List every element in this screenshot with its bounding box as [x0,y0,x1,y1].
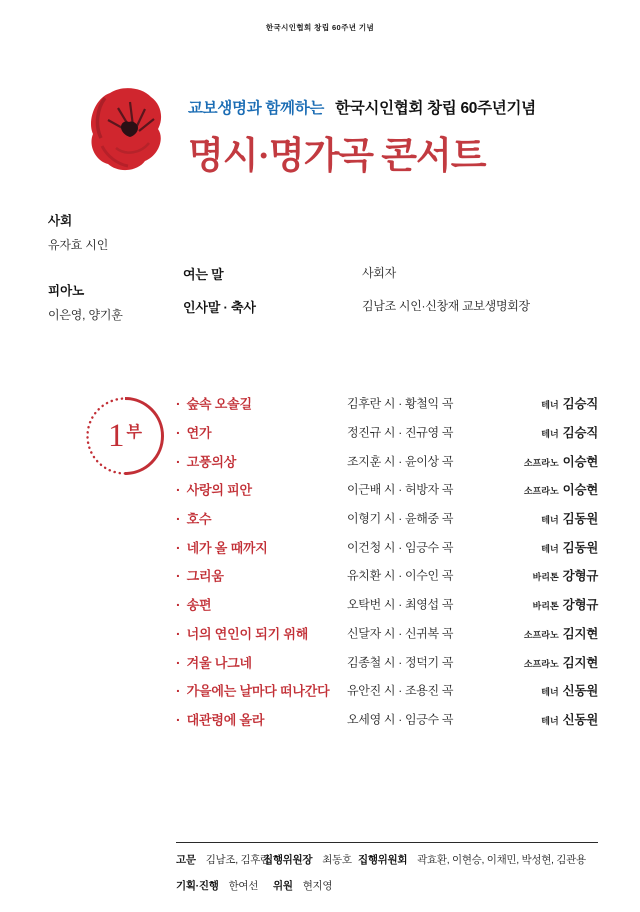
footer-row-1 [176,852,598,867]
song-row [0,389,640,418]
performer-name: 신동원 [562,712,598,727]
voice-type: 소프라노 [523,658,559,669]
song-title: 대관령에 올라 [186,712,265,728]
song-poet-composer: 신달자 시 · 신귀복 곡 [347,626,454,641]
host-name: 유자효 시인 [48,238,109,252]
song-row [0,676,640,705]
performer-name: 이승현 [562,454,598,469]
voice-type: 소프라노 [523,629,559,640]
song-poet-composer: 이건청 시 · 임긍수 곡 [347,540,454,555]
voice-type: 테너 [541,543,559,554]
song-title: 호수 [186,511,212,527]
voice-type: 소프라노 [523,486,559,497]
opening-value: 사회자 [362,266,396,280]
song-title: 사랑의 피안 [186,482,252,498]
song-row [0,561,640,590]
song-poet-composer: 이형기 시 · 윤해중 곡 [347,511,454,526]
song-poet-composer: 김후란 시 · 황철익 곡 [347,396,454,411]
host-role-label: 사회 [48,214,73,228]
voice-type: 테너 [541,400,559,411]
voice-type: 바리톤 [532,601,559,612]
bullet-icon: · [176,453,181,470]
bullet-icon: · [176,654,181,671]
footer-credits [176,842,598,893]
footer-label: 고문 [176,854,196,866]
song-title: 가을에는 날마다 떠나간다 [186,683,330,699]
song-row [0,504,640,533]
performer-name: 김동원 [562,540,598,555]
host-credit [48,211,178,253]
song-row [0,418,640,447]
performer-name: 이승현 [562,483,598,498]
footer-pair [273,878,332,893]
performer-name: 김지현 [562,626,598,641]
header-block [188,96,536,179]
footer-pair [263,852,358,867]
song-poet-composer: 유안진 시 · 조용진 곡 [347,683,454,698]
sponsor-text: 교보생명과 함께하는 [188,100,325,117]
anniversary-text: 한국시인협회 창립 60주년기념 [335,100,536,117]
voice-type: 소프라노 [523,457,559,468]
footer-value: 최동호 [322,854,352,866]
song-row [0,647,640,676]
bullet-icon: · [176,510,181,527]
page-title: 명시·명가곡 콘서트 [188,136,486,177]
voice-type: 테너 [541,515,559,526]
footer-label: 위원 [273,880,293,892]
performer-name: 김지현 [562,655,598,670]
footer-pair [176,852,270,867]
footer-value: 한여선 [228,880,259,892]
voice-type: 테너 [541,715,559,726]
song-title: 숲속 오솔길 [186,396,252,412]
bullet-icon: · [176,567,181,584]
song-poet-composer: 오탁번 시 · 최영섭 곡 [347,597,454,612]
opening-value: 김남조 시인·신창재 교보생명회장 [362,299,530,313]
footer-value: 현지영 [302,880,333,892]
song-row [0,590,640,619]
performer-name: 강형규 [562,598,598,613]
song-row [0,619,640,648]
song-title: 겨울 나그네 [186,655,252,671]
bullet-icon: · [176,395,181,412]
footer-value: 김남조, 김후란 [205,854,270,866]
piano-names: 이은영, 양기훈 [48,308,123,322]
song-row [0,475,640,504]
performer-name: 김승직 [562,397,598,412]
bullet-icon: · [176,539,181,556]
bullet-icon: · [176,711,181,728]
footer-label: 기획·진행 [176,880,219,892]
opening-label: 인사말 · 축사 [183,300,256,315]
song-row [0,532,640,561]
footer-value: 곽효환, 이현승, 이채민, 박성현, 김관용 [417,854,586,866]
footer-label: 집행위원장 [263,854,313,866]
bullet-icon: · [176,481,181,498]
song-title: 연가 [186,425,212,441]
footer-pair [358,852,598,867]
voice-type: 바리톤 [532,572,559,583]
song-title: 너의 연인이 되기 위해 [186,626,309,642]
voice-type: 테너 [541,429,559,440]
song-poet-composer: 정진규 시 · 진규영 곡 [347,425,454,440]
song-title: 네가 올 때까지 [186,540,268,556]
footer-label: 집행위원회 [358,854,408,866]
song-poet-composer: 조지훈 시 · 윤이상 곡 [347,454,454,469]
performer-name: 김동원 [562,512,598,527]
footer-pair [176,878,273,893]
opening-row [0,264,640,280]
song-title: 송편 [186,597,212,613]
performer-name: 신동원 [562,684,598,699]
top-caption: 한국시인협회 창립 60주년 기념 [265,23,375,32]
part1-suffix: 부 [126,423,142,441]
song-row [0,705,640,734]
performer-name: 김승직 [562,426,598,441]
song-poet-composer: 오세영 시 · 임긍수 곡 [347,712,454,727]
poppy-flower-icon [84,84,170,180]
bullet-icon: · [176,424,181,441]
bullet-icon: · [176,596,181,613]
bullet-icon: · [176,682,181,699]
part1-number: 1 [108,417,125,454]
program-list [0,389,640,733]
opening-label: 여는 말 [183,267,224,282]
footer-row-2 [176,878,598,893]
piano-role-label: 피아노 [48,284,85,298]
opening-row [0,297,640,313]
song-poet-composer: 김종철 시 · 정덕기 곡 [347,655,454,670]
song-title: 고풍의상 [186,454,237,470]
performer-name: 강형규 [562,569,598,584]
song-poet-composer: 이근배 시 · 허방자 곡 [347,482,454,497]
song-row [0,446,640,475]
bullet-icon: · [176,625,181,642]
song-poet-composer: 유치환 시 · 이수인 곡 [347,568,454,583]
header-subtitle [188,96,536,118]
voice-type: 테너 [541,687,559,698]
song-title: 그리움 [186,568,224,584]
